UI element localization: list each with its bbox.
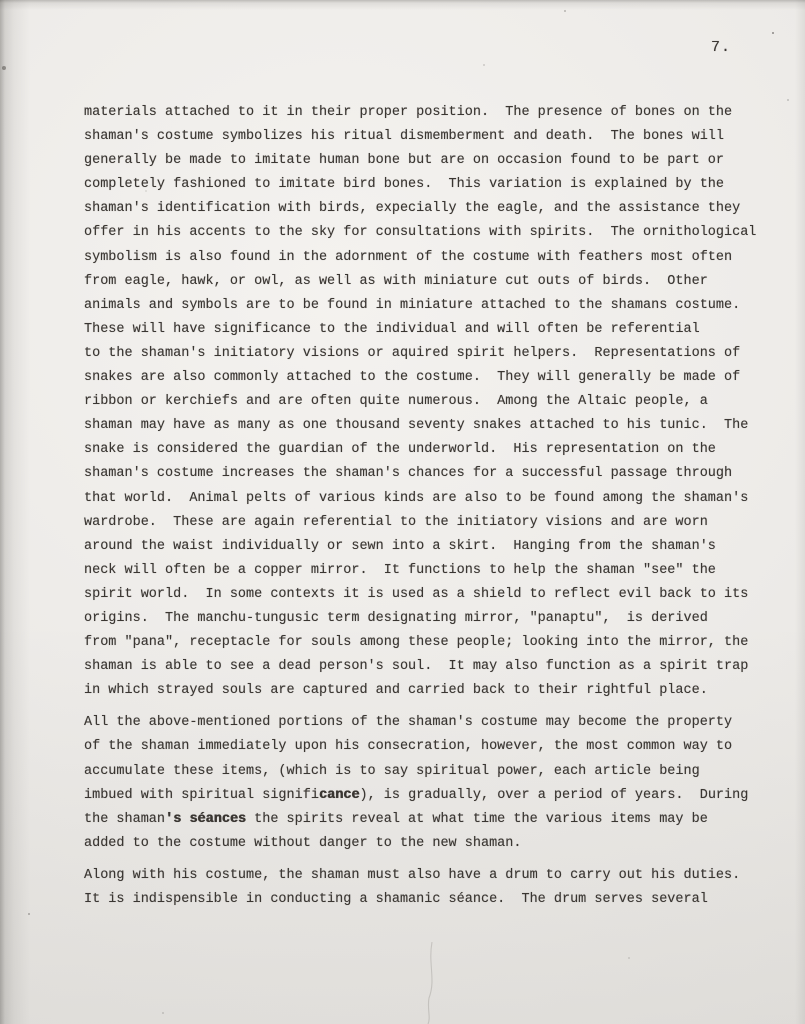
paragraph — [84, 711, 774, 856]
paragraph — [84, 101, 774, 703]
text-line: symbolism is also found in the adornment of the costume with feathers most often — [84, 249, 733, 265]
text-line: accumulate these items, (which is to say spiritual power, each article being — [84, 763, 700, 779]
text-line: shaman's costume increases the shaman's chances for a successful passage through — [84, 466, 733, 482]
text-line: imbued with spiritual significance), is gradually, over a period of years. During — [84, 787, 749, 803]
text-line: around the waist individually or sewn into a skirt. Hanging from the shaman's — [84, 538, 716, 554]
text-line: shaman's identification with birds, expecially the eagle, and the assistance they — [84, 201, 741, 217]
text-line: neck will often be a copper mirror. It functions to help the shaman "see" the — [84, 562, 716, 578]
text-line: origins. The manchu-tungusic term designating mirror, "panaptu", is derived — [84, 610, 708, 626]
text-line: materials attached to it in their proper position. The presence of bones on the — [84, 105, 733, 120]
text-line: spirit world. In some contexts it is used as a shield to reflect evil back to its — [84, 586, 749, 602]
text-line: in which strayed souls are captured and carried back to their rightful place. — [84, 683, 708, 699]
text-line: shaman may have as many as one thousand seventy snakes attached to his tunic. The — [84, 418, 749, 434]
scan-specks — [0, 0, 2, 2]
text-line: generally be made to imitate human bone but are on occasion found to be part or — [84, 153, 725, 169]
text-line: animals and symbols are to be found in miniature attached to the shamans costume. — [84, 297, 741, 313]
text-line: shaman's costume symbolizes his ritual dismemberment and death. The bones will — [84, 129, 725, 145]
text-line: that world. Animal pelts of various kinds are also to be found among the shaman's — [84, 490, 749, 506]
paper-crease — [418, 942, 442, 1024]
text-line: wardrobe. These are again referential to the initiatory visions and are worn — [84, 514, 708, 530]
text-line: from eagle, hawk, or owl, as well as with miniature cut outs of birds. Other — [84, 273, 708, 289]
text-line: offer in his accents to the sky for consultations with spirits. The ornithological — [84, 225, 757, 241]
text-line: It is indispensible in conducting a shamanic séance. The drum serves several — [84, 892, 708, 907]
overstruck-text: cance — [318, 787, 360, 803]
text-line: ribbon or kerchiefs and are often quite numerous. Among the Altaic people, a — [84, 394, 708, 410]
text-line: Along with his costume, the shaman must also have a drum to carry out his duties. — [84, 867, 741, 883]
text-line: These will have significance to the individual and will often be referential — [84, 321, 700, 337]
text-line: of the shaman immediately upon his consecration, however, the most common way to — [84, 739, 733, 755]
text-line: to the shaman's initiatory visions or aquired spirit helpers. Representations of — [84, 345, 741, 361]
paragraph — [84, 864, 774, 912]
text-line: added to the costume without danger to the new shaman. — [84, 835, 522, 851]
text-body — [84, 101, 774, 912]
text-line: completely fashioned to imitate bird bones. This variation is explained by the — [84, 177, 725, 193]
text-line: snakes are also commonly attached to the costume. They will generally be made of — [84, 370, 741, 386]
text-line: All the above-mentioned portions of the shaman's costume may become the property — [84, 715, 733, 731]
page-number: 7. — [711, 39, 732, 56]
text-line: the shaman's séances the spirits reveal at what time the various items may be — [84, 811, 708, 827]
text-line: snake is considered the guardian of the underworld. His representation on the — [84, 442, 716, 458]
overstruck-text: 's séances — [165, 811, 247, 827]
text-line: shaman is able to see a dead person's soul. It may also function as a spirit trap — [84, 659, 749, 675]
text-line: from "pana", receptacle for souls among these people; looking into the mirror, the — [84, 635, 749, 651]
